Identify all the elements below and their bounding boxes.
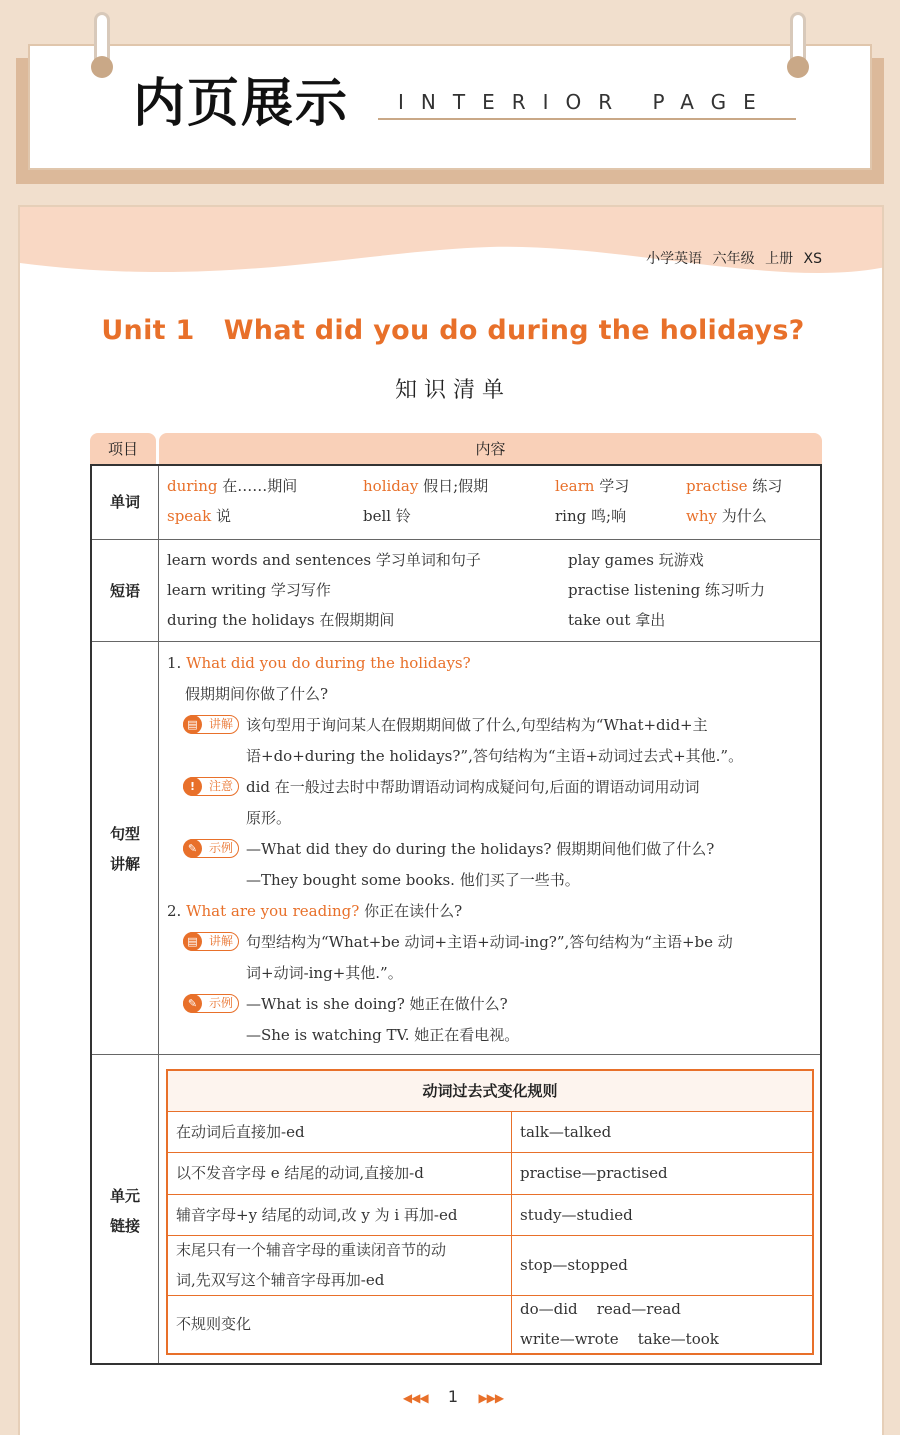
column-divider [158,466,159,1363]
sentence-1-example-line: —What did they do during the holidays? 假期期间他们做了什么? [246,840,715,858]
vocab-item: speak 说 [167,507,232,525]
phrase-item: learn words and sentences 学习单词和句子 [167,551,481,569]
section-title: 知识清单 [394,378,511,403]
book-info: 小学英语 六年级 上册 XS [646,251,822,267]
row-label-sentences-2: 讲解 [109,855,140,873]
book-icon: ▤ [183,715,202,734]
vocab-item: ring 鸣;响 [555,507,627,525]
phrase-item: take out 拿出 [568,611,666,629]
column-header-content: 内容 [159,433,822,465]
explain-tag: ▤ 讲解 [183,715,239,734]
previous-page-icon[interactable]: ◀◀◀ [402,1391,428,1405]
rules-row-divider [168,1194,812,1195]
sentence-1-note-line: did 在一般过去时中帮助谓语动词构成疑问句,后面的谓语动词用动词 [246,778,700,796]
pen-icon: ✎ [183,839,202,858]
phrase-item: practise listening 练习听力 [568,581,765,599]
rule-text: 末尾只有一个辅音字母的重读闭音节的动 [176,1241,447,1259]
past-tense-rules-table [166,1069,814,1355]
binder-hole-right [787,56,809,78]
binder-hole-left [91,56,113,78]
rule-text: 在动词后直接加-ed [176,1123,305,1141]
note-tag: ! 注意 [183,777,239,796]
rule-text: 不规则变化 [176,1315,252,1333]
row-divider [92,641,820,642]
vocab-item: practise 练习 [686,477,783,495]
sentence-2-example-line: —What is she doing? 她正在做什么? [246,995,508,1013]
vocab-item: why 为什么 [686,507,767,525]
vocab-item: during 在……期间 [167,477,298,495]
phrase-item: play games 玩游戏 [568,551,704,569]
header-underline [378,118,796,120]
sentence-1-explain-line: 语+do+during the holidays?”,答句结构为“主语+动词过去式+其他.”。 [246,747,744,765]
rule-example: study—studied [520,1206,633,1224]
rules-table-title: 动词过去式变化规则 [168,1071,812,1111]
row-label-vocab: 单词 [109,493,140,511]
sentence-2-explain-line: 词+动词-ing+其他.”。 [246,964,403,982]
example-tag: ✎ 示例 [183,994,239,1013]
book-icon: ▤ [183,932,202,951]
sentence-1-explain-line: 该句型用于询问某人在假期期间做了什么,句型结构为“What+did+主 [246,716,708,734]
sentence-1-note-line: 原形。 [246,809,292,827]
rule-text: 以不发音字母 e 结尾的动词,直接加-d [176,1164,424,1182]
sentence-1-example-line: —They bought some books. 他们买了一些书。 [246,871,580,889]
row-label-phrases: 短语 [109,582,140,600]
sentence-2-title: 2. What are you reading? 你正在读什么? [167,902,463,920]
phrase-item: learn writing 学习写作 [167,581,331,599]
row-divider [92,1054,820,1055]
vocab-item: learn 学习 [555,477,630,495]
unit-title: Unit 1 What did you do during the holidays? [101,315,805,346]
rule-text: 辅音字母+y 结尾的动词,改 y 为 i 再加-ed [176,1206,458,1224]
sentence-2-example-line: —She is watching TV. 她正在看电视。 [246,1026,520,1044]
rule-text-continued: 词,先双写这个辅音字母再加-ed [176,1271,385,1289]
vocab-item: holiday 假日;假期 [363,477,489,495]
header-subtitle: INTERIOR PAGE [398,90,773,114]
sentence-1-translation: 假期期间你做了什么? [185,685,329,703]
next-page-icon[interactable]: ▶▶▶ [478,1391,504,1405]
row-label-link-2: 链接 [109,1217,140,1235]
rule-example-continued: write—wrote take—took [520,1330,719,1348]
sentence-1-title: 1. What did you do during the holidays? [167,654,471,672]
example-tag: ✎ 示例 [183,839,239,858]
rules-row-divider [168,1295,812,1296]
row-label-link-1: 单元 [109,1187,140,1205]
rule-example: stop—stopped [520,1256,628,1274]
rule-example: talk—talked [520,1123,612,1141]
rules-row-divider [168,1111,812,1112]
phrase-item: during the holidays 在假期期间 [167,611,395,629]
row-label-sentences-1: 句型 [109,825,140,843]
exclamation-icon: ! [183,777,202,796]
rules-column-divider [511,1111,512,1353]
header-title: 内页展示 [133,74,350,134]
page-navigation [20,1387,884,1406]
rule-example: practise—practised [520,1164,668,1182]
rule-example: do—did read—read [520,1300,681,1318]
row-divider [92,539,820,540]
explain-tag: ▤ 讲解 [183,932,239,951]
pen-icon: ✎ [183,994,202,1013]
rules-row-divider [168,1152,812,1153]
column-header-item: 项目 [90,433,156,465]
sentence-2-explain-line: 句型结构为“What+be 动词+主语+动词-ing?”,答句结构为“主语+be 动 [246,933,733,951]
vocab-item: bell 铃 [363,507,411,525]
header-wave [20,207,884,287]
page-number: 1 [447,1387,459,1406]
document-page [18,205,884,1435]
